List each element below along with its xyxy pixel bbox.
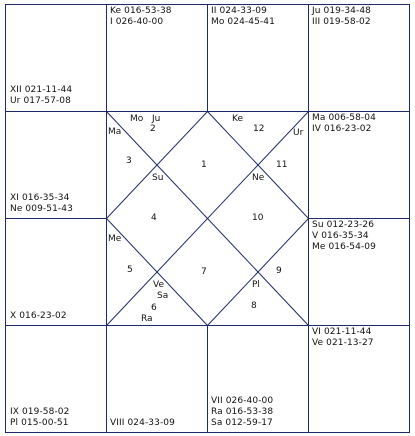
planet-label: Sa <box>157 291 169 301</box>
cell-left-2 <box>10 193 106 215</box>
cell-line: II 024-33-09 <box>211 6 267 16</box>
house-number: 6 <box>151 303 157 313</box>
planet-label: Ur <box>293 128 304 138</box>
planet-label: Mo <box>130 114 144 124</box>
cell-top-right <box>312 6 408 28</box>
cell-bottom-right <box>312 327 408 349</box>
cell-line: Ra 016-53-38 <box>211 407 274 417</box>
cell-left-3 <box>10 311 106 322</box>
cell-line: Ve 021-13-27 <box>312 338 374 348</box>
house-number: 1 <box>201 160 207 170</box>
cell-line: Me 016-54-09 <box>312 242 376 252</box>
house-number: 7 <box>201 267 207 277</box>
cell-top-2 <box>110 6 206 28</box>
cell-right-3 <box>312 220 408 253</box>
cell-line: XI 016-35-34 <box>10 193 70 203</box>
cell-top-left <box>10 85 106 107</box>
cell-line: Ur 017-57-08 <box>10 96 71 106</box>
planet-label: Pl <box>252 280 260 290</box>
cell-line: Ke 016-53-38 <box>110 6 172 16</box>
cell-line: VI 021-11-44 <box>312 327 372 337</box>
house-number: 11 <box>276 160 288 170</box>
cell-line: I 026-40-00 <box>110 17 164 27</box>
planet-label: Ve <box>153 280 164 290</box>
cell-line: XII 021-11-44 <box>10 85 73 95</box>
cell-line: Su 012-23-26 <box>312 220 375 230</box>
planet-label: Ne <box>252 173 265 183</box>
cell-line: IV 016-23-02 <box>312 124 372 134</box>
house-number: 10 <box>252 213 264 223</box>
cell-line: V 016-35-34 <box>312 231 369 241</box>
planet-label: Ju <box>152 114 161 124</box>
cell-bottom-left <box>10 407 106 429</box>
house-number: 4 <box>151 213 157 223</box>
cell-line: Mo 024-45-41 <box>211 17 275 27</box>
cell-line: Ma 006-58-04 <box>312 113 376 123</box>
cell-right-2 <box>312 113 408 135</box>
house-number: 3 <box>126 156 132 166</box>
planet-label: Su <box>152 173 164 183</box>
house-number: 2 <box>150 124 156 134</box>
planet-label: Me <box>108 234 122 244</box>
house-number: 12 <box>253 124 265 134</box>
planet-label: Ra <box>141 314 153 324</box>
planet-label: Ma <box>108 127 122 137</box>
cell-line: Pl 015-00-51 <box>10 418 69 428</box>
cell-line: VIII 024-33-09 <box>110 418 175 428</box>
cell-line: X 016-23-02 <box>10 311 67 321</box>
cell-line: Sa 012-59-17 <box>211 418 273 428</box>
cell-line: Ne 009-51-43 <box>10 204 73 214</box>
cell-bottom-2 <box>110 418 206 429</box>
house-number: 8 <box>251 301 257 311</box>
cell-line: VII 026-40-00 <box>211 396 274 406</box>
cell-top-3 <box>211 6 307 28</box>
cell-line: Ju 019-34-48 <box>312 6 371 16</box>
cell-line: III 019-58-02 <box>312 17 371 27</box>
planet-label: Ke <box>232 114 243 124</box>
cell-line: IX 019-58-02 <box>10 407 70 417</box>
house-number: 5 <box>127 265 133 275</box>
house-number: 9 <box>276 266 282 276</box>
cell-bottom-3 <box>211 396 307 429</box>
